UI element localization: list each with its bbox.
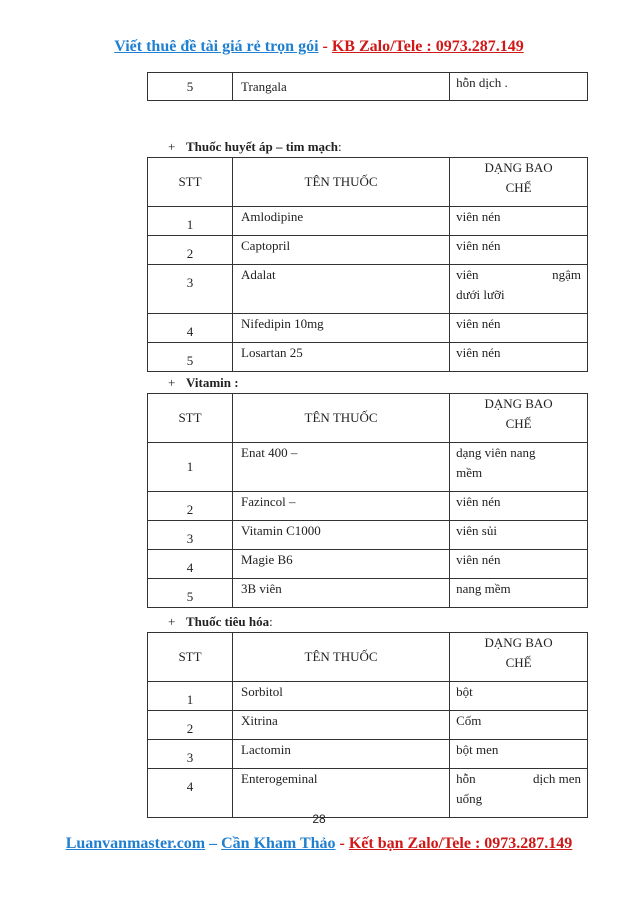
table-header-row [148,158,588,207]
name-cell: Enat 400 – [233,443,450,492]
stt-cell: 5 [148,73,233,101]
col-form: DẠNG BAO CHẾ [450,633,588,682]
name-cell: Trangala [233,73,450,101]
col-stt: STT [148,633,233,682]
form-cell: dạng viên nang mềm [450,443,588,492]
col-name: TÊN THUỐC [233,158,450,207]
table-row [148,265,588,314]
page-number: 28 [312,812,326,826]
form-cell: hỗn dịch men uống [450,769,588,818]
section-heading-digestive: + Thuốc tiêu hóa: [168,614,273,629]
table-row [148,682,588,711]
footer-dash: – [205,835,222,852]
name-cell: Fazincol – [233,492,450,521]
name-cell: Amlodipine [233,207,450,236]
col-stt: STT [148,158,233,207]
form-cell: viên nén [450,550,588,579]
table-row [148,343,588,372]
table-header-row [148,394,588,443]
form-cell: bột men [450,740,588,769]
stt-cell: 1 [148,682,233,711]
header-link[interactable]: Viết thuê đề tài giá rẻ trọn gói [114,38,319,55]
table-row [148,73,588,101]
footer-separator: - [335,835,349,852]
table-row [148,550,588,579]
table-row [148,314,588,343]
stt-cell: 2 [148,492,233,521]
table-digestive [147,632,588,818]
page-footer [0,835,638,853]
col-name: TÊN THUỐC [233,633,450,682]
stt-cell: 1 [148,443,233,492]
stt-cell: 3 [148,265,233,314]
form-cell: viên nén [450,236,588,265]
table-row [148,492,588,521]
stt-cell: 4 [148,314,233,343]
section-heading-cardio: + Thuốc huyết áp – tim mạch: [168,139,342,154]
name-cell: Vitamin C1000 [233,521,450,550]
table-row [148,769,588,818]
form-cell: hỗn dịch . [450,73,588,101]
table-row [148,443,588,492]
table-vitamin [147,393,588,608]
col-name: TÊN THUỐC [233,394,450,443]
form-cell: nang mềm [450,579,588,608]
form-cell: viên nén [450,492,588,521]
stt-cell: 2 [148,711,233,740]
name-cell: Xitrina [233,711,450,740]
form-cell: viên sủi [450,521,588,550]
section-heading-vitamin: + Vitamin : [168,375,239,390]
table-row [148,740,588,769]
col-form: DẠNG BAO CHẾ [450,158,588,207]
col-stt: STT [148,394,233,443]
name-cell: Magie B6 [233,550,450,579]
name-cell: Adalat [233,265,450,314]
table-row [148,236,588,265]
table-row [148,711,588,740]
col-form: DẠNG BAO CHẾ [450,394,588,443]
table-row [148,579,588,608]
name-cell: Sorbitol [233,682,450,711]
stt-cell: 5 [148,343,233,372]
form-cell: bột [450,682,588,711]
table-row [148,521,588,550]
stt-cell: 1 [148,207,233,236]
form-cell: viên nén [450,207,588,236]
stt-cell: 5 [148,579,233,608]
name-cell: Lactomin [233,740,450,769]
name-cell: Losartan 25 [233,343,450,372]
form-cell: viên nén [450,343,588,372]
form-cell: viên ngậm dưới lưỡi [450,265,588,314]
stt-cell: 4 [148,550,233,579]
header-contact[interactable]: KB Zalo/Tele : 0973.287.149 [331,38,524,55]
footer-contact[interactable]: Kết bạn Zalo/Tele : 0973.287.149 [348,835,573,852]
table-header-row [148,633,588,682]
stt-cell: 2 [148,236,233,265]
footer-site-link[interactable]: Luanvanmaster.com [65,835,206,852]
name-cell: Nifedipin 10mg [233,314,450,343]
table-cardio [147,157,588,372]
name-cell: Enterogeminal [233,769,450,818]
form-cell: Cốm [450,711,588,740]
stt-cell: 4 [148,769,233,818]
table-continuation [147,72,588,101]
stt-cell: 3 [148,740,233,769]
footer-name-link[interactable]: Cần Kham Thảo [221,835,336,852]
name-cell: 3B viên [233,579,450,608]
name-cell: Captopril [233,236,450,265]
page-header [0,38,638,56]
stt-cell: 3 [148,521,233,550]
form-cell: viên nén [450,314,588,343]
header-separator: - [318,38,332,55]
table-row [148,207,588,236]
